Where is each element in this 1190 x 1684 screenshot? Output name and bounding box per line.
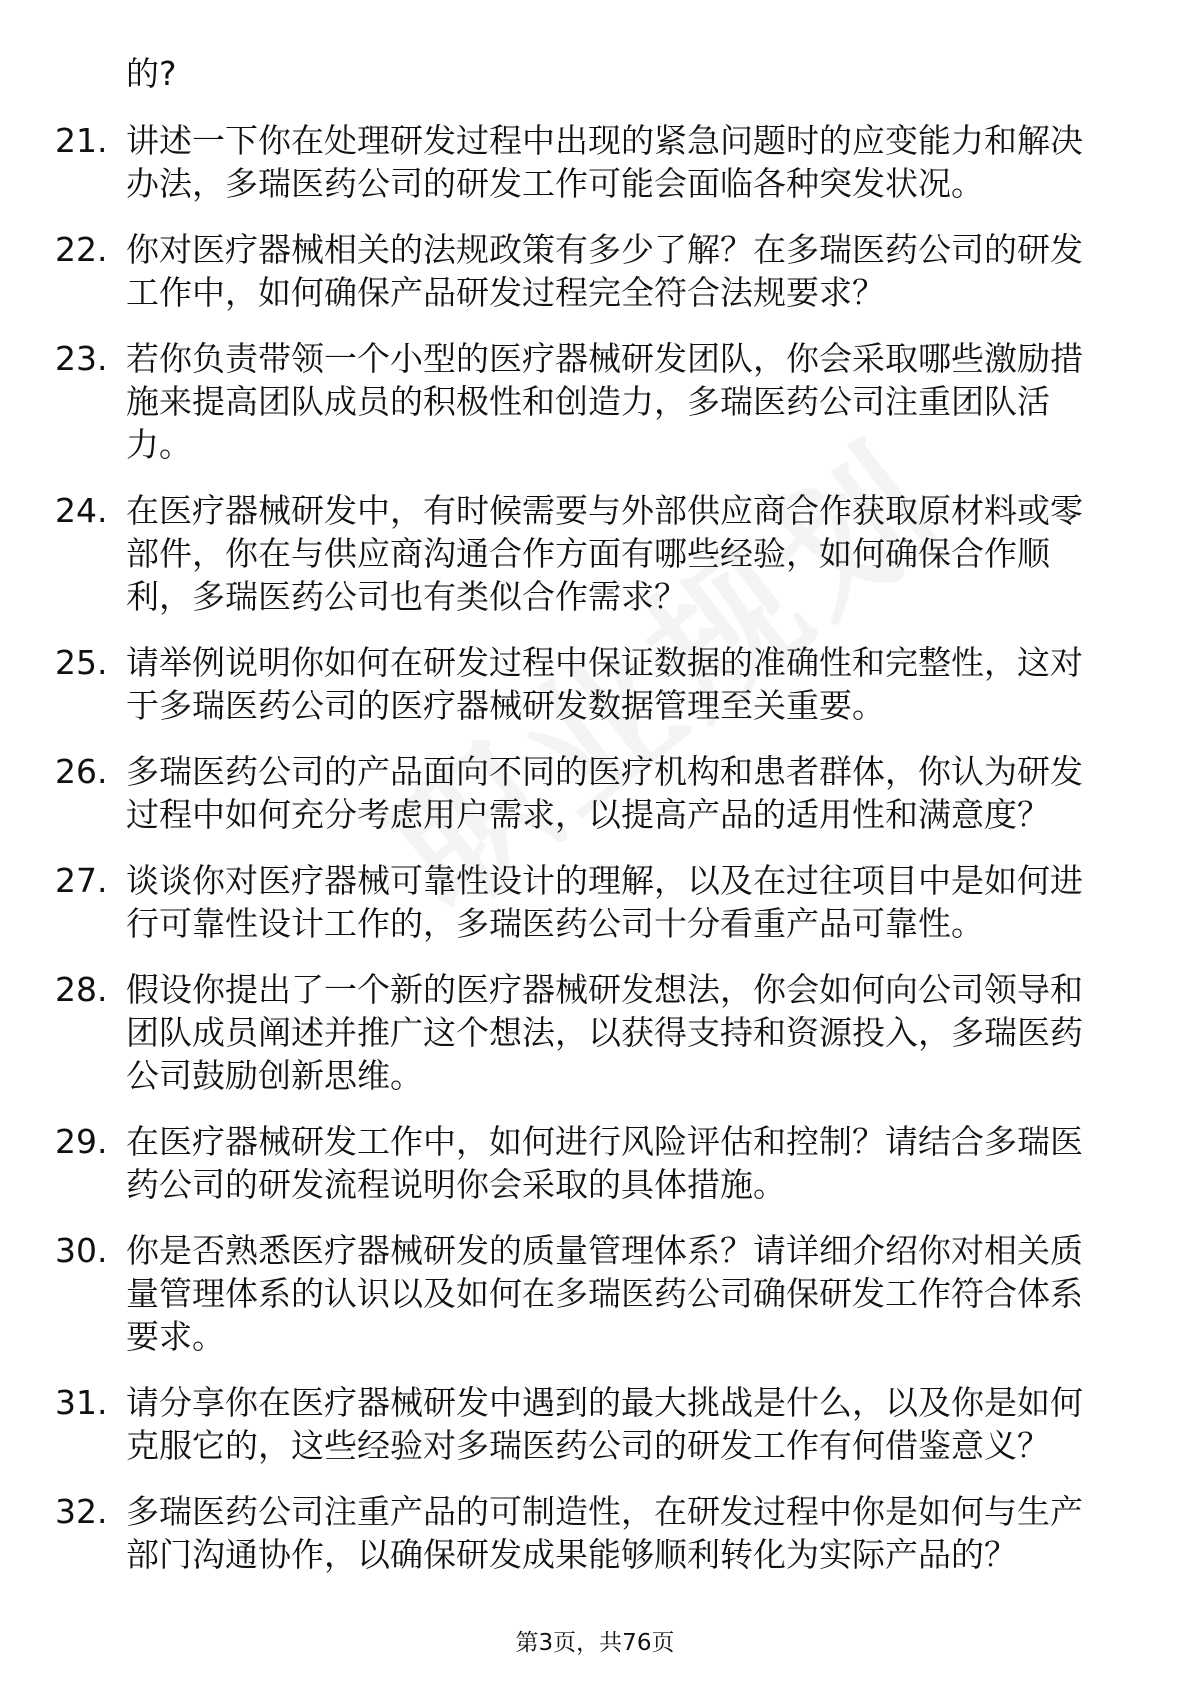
question-number: 25. <box>55 643 108 682</box>
question-text: 多瑞医药公司的产品面向不同的医疗机构和患者群体，你认为研发过程中如何充分考虑用户需求，以提高产品的适用性和满意度？ <box>126 752 1083 834</box>
question-text: 谈谈你对医疗器械可靠性设计的理解，以及在过往项目中是如何进行可靠性设计工作的，多瑞医药公司十分看重产品可靠性。 <box>126 861 1083 943</box>
question-text: 多瑞医药公司注重产品的可制造性，在研发过程中你是如何与生产部门沟通协作，以确保研发成果能够顺利转化为实际产品的？ <box>126 1492 1083 1574</box>
question-item <box>0 489 1190 618</box>
question-text: 在医疗器械研发中，有时候需要与外部供应商合作获取原材料或零部件，你在与供应商沟通合作方面有哪些经验，如何确保合作顺利，多瑞医药公司也有类似合作需求？ <box>126 491 1083 616</box>
question-number: 28. <box>55 970 108 1009</box>
question-number: 21. <box>55 121 108 160</box>
question-item <box>0 337 1190 466</box>
question-item <box>0 1381 1190 1467</box>
question-number: 27. <box>55 861 108 900</box>
question-content <box>0 52 1190 1599</box>
question-number: 23. <box>55 339 108 378</box>
question-text: 请举例说明你如何在研发过程中保证数据的准确性和完整性，这对于多瑞医药公司的医疗器械研发数据管理至关重要。 <box>126 643 1083 725</box>
question-item <box>0 1490 1190 1576</box>
question-item <box>0 968 1190 1097</box>
question-text: 若你负责带领一个小型的医疗器械研发团队，你会采取哪些激励措施来提高团队成员的积极性和创造力，多瑞医药公司注重团队活力。 <box>126 339 1083 464</box>
question-text: 假设你提出了一个新的医疗器械研发想法，你会如何向公司领导和团队成员阐述并推广这个想法，以获得支持和资源投入，多瑞医药公司鼓励创新思维。 <box>126 970 1083 1095</box>
question-item <box>0 228 1190 314</box>
question-item <box>0 119 1190 205</box>
page-footer: 第3页，共76页 <box>515 1630 675 1656</box>
question-item <box>0 641 1190 727</box>
question-text: 在医疗器械研发工作中，如何进行风险评估和控制？请结合多瑞医药公司的研发流程说明你会采取的具体措施。 <box>126 1122 1083 1204</box>
question-number: 24. <box>55 491 108 530</box>
question-text: 请分享你在医疗器械研发中遇到的最大挑战是什么，以及你是如何克服它的，这些经验对多瑞医药公司的研发工作有何借鉴意义？ <box>126 1383 1083 1465</box>
question-item <box>0 750 1190 836</box>
question-item <box>0 1120 1190 1206</box>
question-item <box>0 1229 1190 1358</box>
question-text: 你对医疗器械相关的法规政策有多少了解？在多瑞医药公司的研发工作中，如何确保产品研发过程完全符合法规要求？ <box>126 230 1083 312</box>
continued-text: 的? <box>126 54 177 93</box>
question-number: 26. <box>55 752 108 791</box>
question-number: 22. <box>55 230 108 269</box>
question-number: 31. <box>55 1383 108 1422</box>
question-list <box>0 119 1190 1576</box>
question-number: 32. <box>55 1492 108 1531</box>
question-number: 30. <box>55 1231 108 1270</box>
question-item <box>0 859 1190 945</box>
question-number: 29. <box>55 1122 108 1161</box>
question-text: 讲述一下你在处理研发过程中出现的紧急问题时的应变能力和解决办法，多瑞医药公司的研发工作可能会面临各种突发状况。 <box>126 121 1083 203</box>
question-text: 你是否熟悉医疗器械研发的质量管理体系？请详细介绍你对相关质量管理体系的认识以及如何在多瑞医药公司确保研发工作符合体系要求。 <box>126 1231 1083 1356</box>
